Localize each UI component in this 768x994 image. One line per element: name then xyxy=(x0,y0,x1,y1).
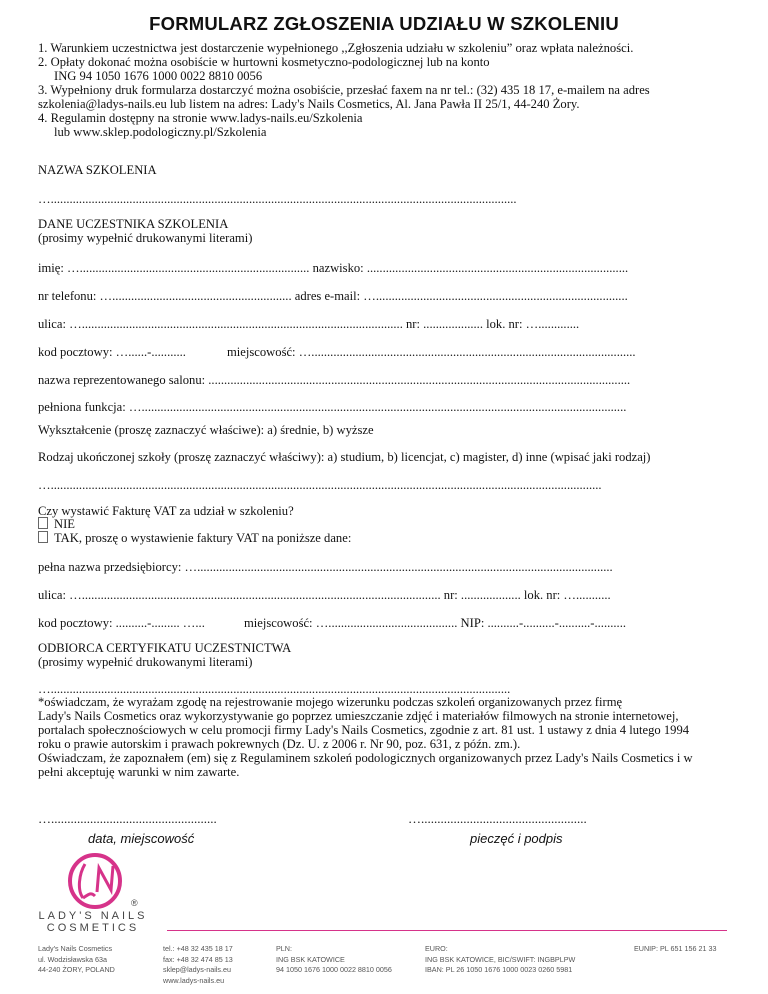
consent-line-6: pełni akceptuję warunki w nim zawarte. xyxy=(38,765,240,779)
name-surname-field[interactable]: imię: …......................................................................... nazwisko: ................................................................................... xyxy=(38,261,629,275)
footer-divider xyxy=(167,930,727,931)
footer-company-street: ul. Wodzisławska 63a xyxy=(38,954,107,964)
city-field[interactable]: miejscowość: …....................................................................................................... xyxy=(227,345,636,359)
footer-contact xyxy=(163,944,233,986)
logo-text-line-2: COSMETICS xyxy=(46,922,140,934)
footer-euro-account xyxy=(425,944,575,976)
street-field[interactable]: ulica: …...................................................................................................... nr: ................... lok. nr: …............. xyxy=(38,317,580,331)
phone-email-field[interactable]: nr telefonu: …......................................................... adres e-mail: …................................................................................ xyxy=(38,289,628,303)
footer-company-city: 44-240 ŻORY, POLAND xyxy=(38,965,115,974)
invoice-question: Czy wystawić Fakturę VAT za udział w szkoleniu? xyxy=(38,504,294,518)
checkbox-yes[interactable] xyxy=(38,531,48,543)
participant-note: (prosimy wypełnić drukowanymi literami) xyxy=(38,231,253,245)
education-question[interactable]: Wykształcenie (proszę zaznaczyć właściwe): a) średnie, b) wyższe xyxy=(38,423,374,437)
consent-line-2: Lady's Nails Cosmetics oraz wykorzystywanie go poprzez umieszczanie zdjęć i materiałów filmowych na stronie internetowej, xyxy=(38,709,679,723)
salon-field[interactable]: nazwa reprezentowanego salonu: ...................................................................................................................................... xyxy=(38,373,631,387)
company-street-field[interactable]: ulica: ….................................................................................................................. nr: ................... lok. nr: …........... xyxy=(38,588,611,602)
rule-2: 2. Opłaty dokonać można osobiście w hurtowni kosmetyczno-podologicznej lub na konto xyxy=(38,55,490,69)
company-name-field[interactable]: pełna nazwa przedsiębiorcy: ….................................................................................................................................... xyxy=(38,560,613,574)
footer-pln-number: 94 1050 1676 1000 0022 8810 0056 xyxy=(276,965,392,974)
rule-4-cont: lub www.sklep.podologiczny.pl/Szkolenia xyxy=(54,125,267,139)
registered-mark: ® xyxy=(131,898,138,908)
invoice-option-no[interactable] xyxy=(38,517,75,531)
footer-company-name: Lady's Nails Cosmetics xyxy=(38,944,113,953)
stamp-signature-field[interactable]: …................................................... xyxy=(408,811,587,826)
school-type-question[interactable]: Rodzaj ukończonej szkoły (proszę zaznaczyć właściwy): a) studium, b) licencjat, c) magister, d) inne (wpisać jaki rodzaj) xyxy=(38,450,651,464)
invoice-yes-label: TAK, proszę o wystawienie faktury VAT na poniższe dane: xyxy=(54,531,352,545)
footer-tel: tel.: +48 32 435 18 17 xyxy=(163,944,233,953)
footer-pln-account xyxy=(276,944,392,976)
footer-email[interactable]: sklep@ladys-nails.eu xyxy=(163,965,232,974)
consent-line-3: portalach społecznościowych w celu promocji firmy Lady's Nails Cosmetics, zgodnie z art. 81 ust. 1 ustawy z dnia 4 lutego 1994 xyxy=(38,723,690,737)
rule-3: 3. Wypełniony druk formularza dostarczyć można osobiście, przesłać faxem na nr tel.: (32) 435 18 17, e-mailem na adres xyxy=(38,83,650,97)
rule-1: 1. Warunkiem uczestnictwa jest dostarczenie wypełnionego ,,Zgłoszenia udziału w szkoleniu” oraz wpłata należności. xyxy=(38,41,634,55)
company-postal-field[interactable]: kod pocztowy: ..........-......... …... xyxy=(38,616,205,630)
footer-eunip: EUNIP: PL 651 156 21 33 xyxy=(634,944,717,953)
footer-euro-bank: ING BSK KATOWICE, BIC/SWIFT: INGBPLPW xyxy=(425,954,576,964)
stamp-signature-label: pieczęć i podpis xyxy=(470,831,563,846)
footer-fax: fax: +48 32 474 85 13 xyxy=(163,954,233,964)
date-place-field[interactable]: …................................................... xyxy=(38,811,217,826)
rule-3-cont: szkolenia@ladys-nails.eu lub listem na adres: Lady's Nails Cosmetics, Al. Jana Pawła II 25/1, 44-240 Żory. xyxy=(38,97,580,111)
footer-euro-label: EURO: xyxy=(425,944,448,953)
company-city-nip-field[interactable]: miejscowość: …......................................... NIP: ..........-..........-..........-.......... xyxy=(244,616,626,630)
logo-text-line-1: LADY'S NAILS xyxy=(38,910,148,922)
invoice-option-yes[interactable] xyxy=(38,531,351,545)
footer-pln-label: PLN: xyxy=(276,944,292,953)
certificate-recipient-field[interactable]: ….................................................................................................................................................. xyxy=(38,682,511,696)
footer-euro-iban: IBAN: PL 26 1050 1676 1000 0023 0260 5981 xyxy=(425,965,573,974)
rule-2-account: ING 94 1050 1676 1000 0022 8810 0056 xyxy=(54,69,263,83)
checkbox-no[interactable] xyxy=(38,517,48,529)
invoice-no-label: NIE xyxy=(54,517,75,531)
school-type-field[interactable]: …............................................................................................................................................................................... xyxy=(38,478,602,492)
form-title: FORMULARZ ZGŁOSZENIA UDZIAŁU W SZKOLENIU xyxy=(149,13,619,34)
course-name-field[interactable]: ….................................................................................................................................................... xyxy=(38,192,517,206)
footer-website[interactable]: www.ladys-nails.eu xyxy=(163,975,225,985)
function-field[interactable]: pełniona funkcja: ….......................................................................................................................................................... xyxy=(38,400,627,414)
ladys-nails-logo-icon xyxy=(55,852,135,910)
consent-line-4: roku o prawie autorskim i prawach pokrewnych (Dz. U. z 2006 r. Nr 90, poz. 631, z późn. zm.). xyxy=(38,737,521,751)
certificate-note: (prosimy wypełnić drukowanymi literami) xyxy=(38,655,253,669)
footer-pln-bank: ING BSK KATOWICE xyxy=(276,954,345,964)
participant-heading: DANE UCZESTNIKA SZKOLENIA xyxy=(38,217,229,231)
rule-4: 4. Regulamin dostępny na stronie www.ladys-nails.eu/Szkolenia xyxy=(38,111,363,125)
footer-company xyxy=(38,944,115,976)
consent-line-5: Oświadczam, że zapoznałem (em) się z Regulaminem szkoleń podologicznych organizowanych przez Lady's Nails Cosmetics i w xyxy=(38,751,693,765)
consent-line-1: *oświadczam, że wyrażam zgodę na rejestrowanie mojego wizerunku podczas szkoleń organizowanych przez firmę xyxy=(38,695,623,709)
date-place-label: data, miejscowość xyxy=(88,831,195,846)
course-heading: NAZWA SZKOLENIA xyxy=(38,163,157,177)
postal-code-field[interactable]: kod pocztowy: …......-........... xyxy=(38,345,186,359)
certificate-heading: ODBIORCA CERTYFIKATU UCZESTNICTWA xyxy=(38,641,292,655)
